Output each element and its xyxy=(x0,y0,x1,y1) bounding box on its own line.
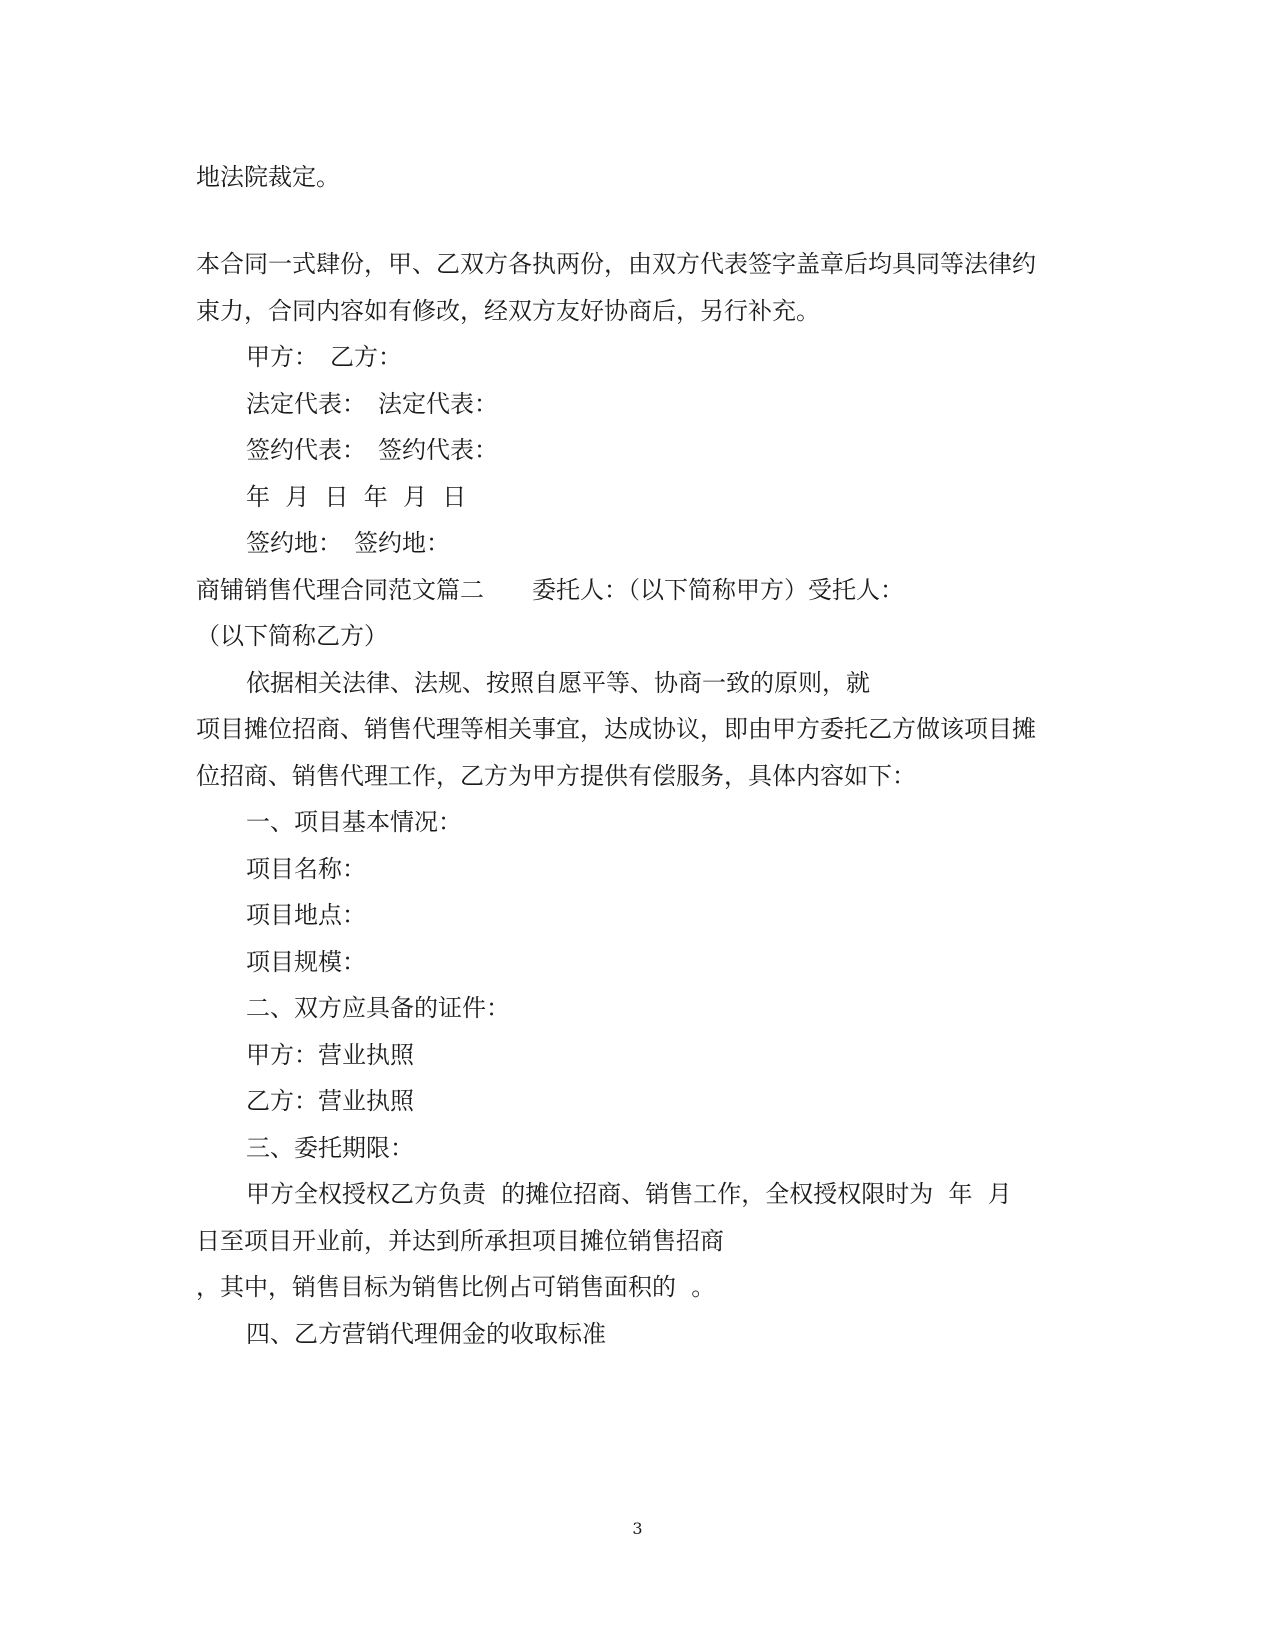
text-line: 位招商、销售代理工作，乙方为甲方提供有偿服务，具体内容如下： xyxy=(196,762,916,790)
text-line: 签约代表： 签约代表： xyxy=(246,436,498,464)
text-line: 依据相关法律、法规、按照自愿平等、协商一致的原则，就 xyxy=(246,669,870,697)
section-heading: 四、乙方营销代理佣金的收取标准 xyxy=(246,1320,606,1348)
text-line: 束力，合同内容如有修改，经双方友好协商后，另行补充。 xyxy=(196,297,820,325)
text-line: 项目名称： xyxy=(246,855,366,883)
page-number: 3 xyxy=(632,1519,643,1538)
text-line: 商铺销售代理合同范文篇二 委托人：（以下简称甲方）受托人： xyxy=(196,576,904,604)
text-line: 本合同一式肆份，甲、乙双方各执两份，由双方代表签字盖章后均具同等法律约 xyxy=(196,250,1036,278)
text-line: 法定代表： 法定代表： xyxy=(246,390,498,418)
text-line: 项目规模： xyxy=(246,948,366,976)
text-line: 年 月 日 年 月 日 xyxy=(246,483,467,511)
text-line: 项目摊位招商、销售代理等相关事宜，达成协议，即由甲方委托乙方做该项目摊 xyxy=(196,715,1036,743)
text-line: 项目地点： xyxy=(246,901,366,929)
text-line: ，其中，销售目标为销售比例占可销售面积的 。 xyxy=(196,1273,716,1301)
text-line: 甲方全权授权乙方负责 的摊位招商、销售工作，全权授权限时为 年 月 xyxy=(246,1180,1012,1208)
text-line: 乙方：营业执照 xyxy=(246,1087,414,1115)
text-line: 签约地： 签约地： xyxy=(246,529,450,557)
text-line: 日至项目开业前，并达到所承担项目摊位销售招商 xyxy=(196,1227,724,1255)
text-line: 甲方： 乙方： xyxy=(246,343,402,371)
text-line: 甲方：营业执照 xyxy=(246,1041,414,1069)
text-line: 地法院裁定。 xyxy=(196,163,340,191)
section-heading: 三、委托期限： xyxy=(246,1134,414,1162)
section-heading: 二、双方应具备的证件： xyxy=(246,994,510,1022)
section-heading: 一、项目基本情况： xyxy=(246,808,462,836)
text-line: （以下简称乙方） xyxy=(196,622,388,650)
